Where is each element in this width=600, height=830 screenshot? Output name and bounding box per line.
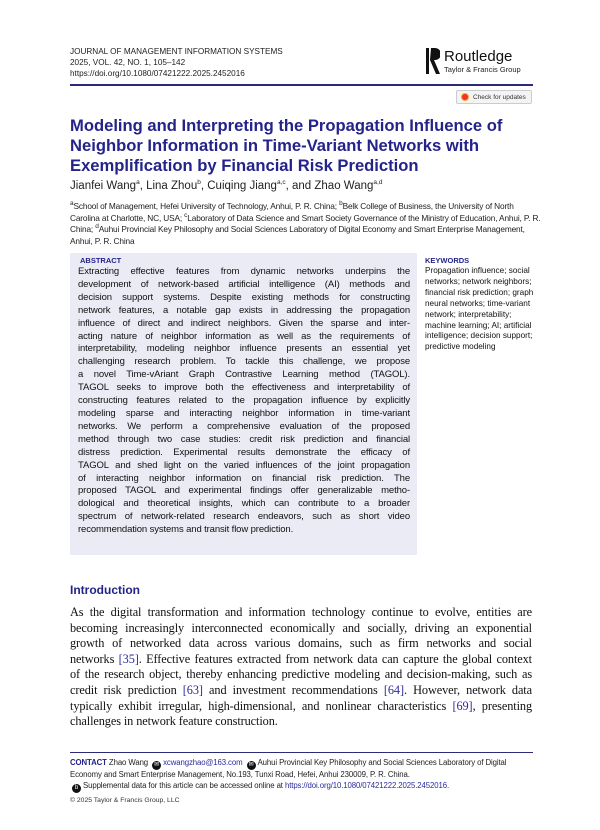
introduction-line — [70, 621, 532, 637]
supplemental-link[interactable]: https://doi.org/10.1080/07421222.2025.2452016 — [284, 780, 447, 790]
affiliations — [70, 201, 542, 247]
author-affiliation-marker: b — [197, 179, 201, 187]
abstract-line: distress prediction. Experimental results demonstrate the efficacy of — [78, 446, 410, 458]
introduction-heading: Introduction — [70, 583, 140, 597]
abstract-line: development of network-based artificial intelligence (AI) methods and — [78, 278, 410, 290]
author-affiliation-marker: a,d — [373, 179, 383, 187]
affiliation-text: Belk College of Business, the University of North Carolina at Charlotte, NC, USA; — [70, 201, 514, 223]
citation-link[interactable]: [63] — [182, 682, 203, 697]
publisher-name: Routledge — [444, 47, 513, 65]
affiliation-text: School of Management, Hefei University of Technology, Anhui, P. R. China; — [73, 201, 340, 211]
author-name: Lina Zhou — [146, 180, 198, 192]
author-separator: , — [200, 180, 208, 192]
abstract-line: a novel Time-vAriant Graph Contrastive Learning method (TAGOL). — [78, 369, 410, 381]
citation-link[interactable]: [69] — [452, 698, 473, 713]
journal-name: JOURNAL OF MANAGEMENT INFORMATION SYSTEMS — [70, 47, 283, 56]
author-name: Jianfei Wang — [70, 180, 137, 192]
check-for-updates-label: Check for updates — [473, 93, 526, 101]
paper-title: Modeling and Interpreting the Propagation Influence of Neighbor Information in Time-Variant Networks with Exemplification by Financial Risk Prediction — [70, 116, 503, 175]
affiliation-text: Laboratory of Data Science and Smart Society Governance of the Ministry of Education, Anhui, P. R. China; — [70, 212, 541, 234]
abstract-line: challenging research problem. To tackle this challenge, we propose — [78, 356, 410, 368]
abstract-line: of interacting neighbor information on financial risk prediction. The — [78, 472, 410, 484]
routledge-logo-icon — [426, 46, 440, 76]
introduction-line — [70, 605, 532, 621]
introduction-body — [70, 605, 532, 730]
abstract-line: network features, a notable gap exists in addressing the propagation — [78, 304, 410, 316]
abstract-line: Extracting effective features from dynamic networks underpins the — [78, 266, 410, 277]
journal-info — [70, 46, 283, 79]
publisher-logo — [426, 46, 521, 76]
supplemental-end: . — [446, 780, 450, 790]
affiliation-marker: d — [95, 223, 99, 231]
journal-doi[interactable]: https://doi.org/10.1080/07421222.2025.2452016 — [70, 69, 245, 78]
abstract-text — [78, 266, 410, 537]
contact-name: Zhao Wang — [108, 758, 149, 767]
text-segment: and investment recommendations — [202, 682, 384, 697]
abstract-line: constructing features related to the propagation influence by explicitly — [78, 395, 410, 407]
address-icon: ✉ — [247, 761, 256, 770]
author-name: Cuiqing Jiang — [207, 180, 277, 192]
introduction-line — [70, 699, 532, 715]
abstract-line: method through two case studies: credit risk prediction and financial — [78, 433, 410, 445]
text-segment: networks — [70, 651, 119, 666]
text-segment: , presenting — [472, 698, 533, 713]
citation-link[interactable]: [35] — [118, 651, 139, 666]
abstract-line: acting nature of neighbor information as well as the requirements of — [78, 330, 410, 342]
crossmark-icon — [461, 93, 469, 101]
footer — [70, 758, 538, 805]
abstract-line: networks. We perform a comprehensive evaluation of the proposed — [78, 420, 410, 432]
text-segment: challenges in network feature construction. — [70, 714, 278, 729]
publisher-sub: Taylor & Francis Group — [444, 64, 521, 74]
journal-volume: 2025, VOL. 42, NO. 1, 105–142 — [70, 58, 186, 67]
abstract-line: spectrum of network-related research endeavors, such as short video — [78, 511, 410, 523]
abstract-line: influence of direct and indirect neighbors. Given the sparse and inter- — [78, 317, 410, 329]
author-separator: , — [139, 180, 147, 192]
text-segment: credit risk prediction — [70, 682, 183, 697]
check-for-updates-button[interactable] — [456, 90, 532, 104]
affiliation-text: Auhui Provincial Key Philosophy and Social Sciences Laboratory of Digital Economy and Smart Enterprise Management, Anhui, P. R. China — [70, 224, 525, 246]
author-list — [70, 180, 382, 192]
abstract-heading: ABSTRACT — [80, 256, 122, 265]
supplemental-text: Supplemental data for this article can be accessed online at — [83, 780, 285, 790]
author-affiliation-marker: a — [136, 179, 140, 187]
contact-email-link[interactable]: xcwangzhao@163.com — [163, 758, 243, 767]
author-affiliation-marker: a,c — [276, 179, 286, 187]
citation-link[interactable]: [64] — [383, 682, 404, 697]
copyright: © 2025 Taylor & Francis Group, LLC — [70, 796, 180, 804]
supplemental-icon: b — [72, 784, 81, 793]
email-icon: ✉ — [152, 761, 161, 770]
introduction-line — [70, 714, 532, 730]
footer-divider — [70, 752, 533, 753]
text-segment: typically exhibit irregular, high-dimensional, and nonlinear characteristics — [70, 698, 453, 713]
contact-address: Auhui Provincial Key Philosophy and Social Sciences Laboratory of Digital Economy and Smart Enterprise Management, No.193, Tunxi Road, Hefei, Anhui 230009, P. R. China. — [70, 758, 507, 779]
affiliation-marker: b — [339, 200, 343, 208]
abstract-line: TAGOL and shed light on the varied influences of the joint propagation — [78, 459, 410, 471]
keywords-text: Propagation influence; social networks; network neighbors; financial risk prediction; graph neural networks; time-variant network; interpretability; machine learning; AI; artificial intelligence; decision support; predictive modeling — [425, 266, 534, 352]
author-separator: , and — [285, 180, 315, 192]
text-segment: . Effective features extracted from network data can capture the global context — [138, 651, 532, 666]
text-segment: . However, network data — [403, 682, 532, 697]
introduction-line — [70, 636, 532, 652]
text-segment: growth of networked data across various domains, such as firm networks and social — [70, 636, 532, 651]
abstract-line: modeling sparse and interacting neighbor information in time-variant — [78, 407, 410, 419]
text-segment: of the research object, thereby enhancing predictive modeling and decision-making, such as — [70, 667, 532, 682]
abstract-line: interpretability, modeling neighbor influence presents an essential yet — [78, 343, 410, 355]
author-name: Zhao Wang — [314, 180, 374, 192]
abstract-line: TAGOL seeks to improve both the effectiveness and interpretability of — [78, 382, 410, 394]
abstract-line: dological and theoretical insights, which can contribute to a broader — [78, 498, 410, 510]
abstract-line: proposed TAGOL and experimental findings offer generalizable metho- — [78, 485, 410, 497]
text-segment: As the digital transformation and information technology continue to evolve, entities are — [70, 605, 532, 619]
contact-label: CONTACT — [70, 758, 107, 767]
introduction-line — [70, 683, 532, 699]
introduction-line — [70, 667, 532, 683]
contact-info — [70, 758, 538, 793]
affiliation-marker: c — [184, 211, 188, 219]
abstract-line: decision support systems. Despite existing methods for constructing — [78, 291, 410, 303]
introduction-line — [70, 652, 532, 668]
text-segment: becoming increasingly interconnected economically and socially, driving an exponential — [70, 620, 532, 635]
abstract-line: recommendation systems and transit flow prediction. — [78, 524, 294, 536]
header-divider — [70, 84, 533, 86]
affiliation-marker: a — [70, 200, 74, 208]
keywords-heading: KEYWORDS — [425, 256, 470, 265]
